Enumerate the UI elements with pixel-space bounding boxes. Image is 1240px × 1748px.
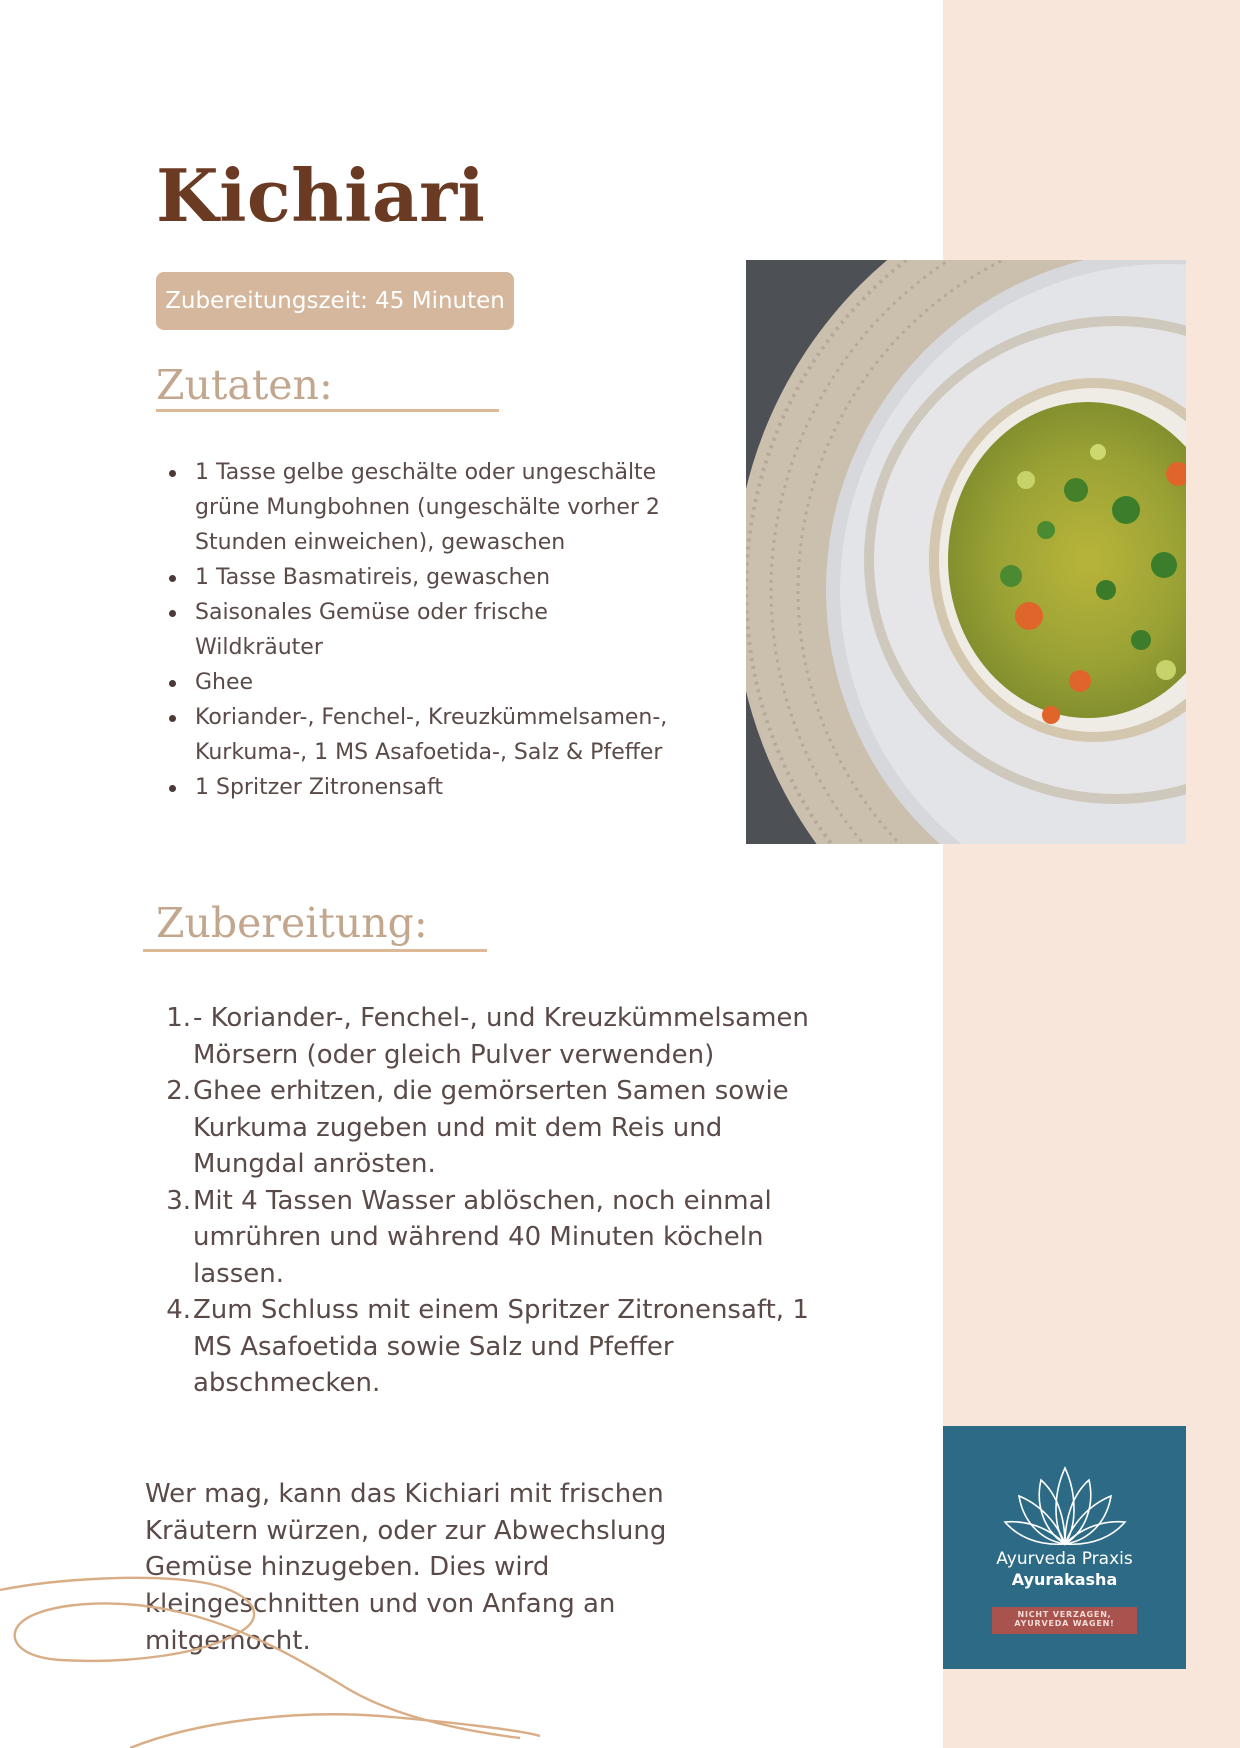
ingredient-item: Ghee bbox=[163, 665, 673, 700]
ingredient-item: Saisonales Gemüse oder frische Wildkräuter bbox=[163, 595, 673, 665]
serving-note: Wer mag, kann das Kichiari mit frischen Kräutern würzen, oder zur Abwechslung Gemüse hinzugeben. Dies wird kleingeschnitten und von Anfang an mitgemocht. bbox=[145, 1479, 667, 1656]
preparation-steps bbox=[155, 1000, 815, 1402]
preparation-heading: Zubereitung: bbox=[156, 899, 428, 947]
recipe-title: Kichiari bbox=[156, 153, 486, 238]
step-number: 1. bbox=[166, 1003, 191, 1033]
step-number: 4. bbox=[166, 1295, 191, 1325]
logo-name-line2: Ayurakasha bbox=[1011, 1570, 1118, 1589]
step-item bbox=[155, 1183, 815, 1293]
step-text: Zum Schluss mit einem Spritzer Zitronensaft, 1 MS Asafoetida sowie Salz und Pfeffer abschmecken. bbox=[193, 1295, 809, 1398]
step-number: 3. bbox=[166, 1185, 191, 1216]
ingredient-item: 1 Tasse Basmatireis, gewaschen bbox=[163, 560, 673, 595]
step-text: Ghee erhitzen, die gemörserten Samen sowie Kurkuma zugeben und mit dem Reis und Mungdal anrösten. bbox=[193, 1076, 789, 1179]
prep-time-badge: Zubereitungszeit: 45 Minuten bbox=[156, 272, 514, 330]
ingredient-item: 1 Tasse gelbe geschälte oder ungeschälte grüne Mungbohnen (ungeschälte vorher 2 Stunden einweichen), gewaschen bbox=[163, 455, 673, 560]
step-text: Mit 4 Tassen Wasser ablöschen, noch einmal umrühren und während 40 Minuten köcheln lassen. bbox=[193, 1185, 772, 1289]
step-item bbox=[155, 1000, 815, 1073]
tagline-line2: AYURVEDA WAGEN! bbox=[1014, 1618, 1115, 1628]
brand-logo bbox=[943, 1426, 1186, 1669]
ingredient-item: 1 Spritzer Zitronensaft bbox=[163, 770, 673, 805]
ingredients-heading-underline bbox=[156, 409, 499, 412]
tagline-line1: NICHT VERZAGEN, bbox=[1017, 1610, 1112, 1619]
preparation-heading-underline bbox=[143, 949, 487, 952]
step-item bbox=[155, 1292, 815, 1402]
step-text: - Koriander-, Fenchel-, und Kreuzkümmelsamen Mörsern (oder gleich Pulver verwenden) bbox=[193, 1003, 809, 1070]
step-number: 2. bbox=[166, 1076, 191, 1106]
logo-name-line1: Ayurveda Praxis bbox=[996, 1549, 1133, 1569]
ingredient-item: Koriander-, Fenchel-, Kreuzkümmelsamen-, Kurkuma-, 1 MS Asafoetida-, Salz & Pfeffer bbox=[163, 700, 673, 770]
step-item bbox=[155, 1073, 815, 1183]
ingredients-heading: Zutaten: bbox=[156, 361, 333, 409]
ingredients-list bbox=[163, 455, 673, 805]
recipe-photo bbox=[746, 260, 1186, 844]
lotus-icon bbox=[1003, 1466, 1127, 1548]
logo-tagline bbox=[992, 1607, 1137, 1634]
